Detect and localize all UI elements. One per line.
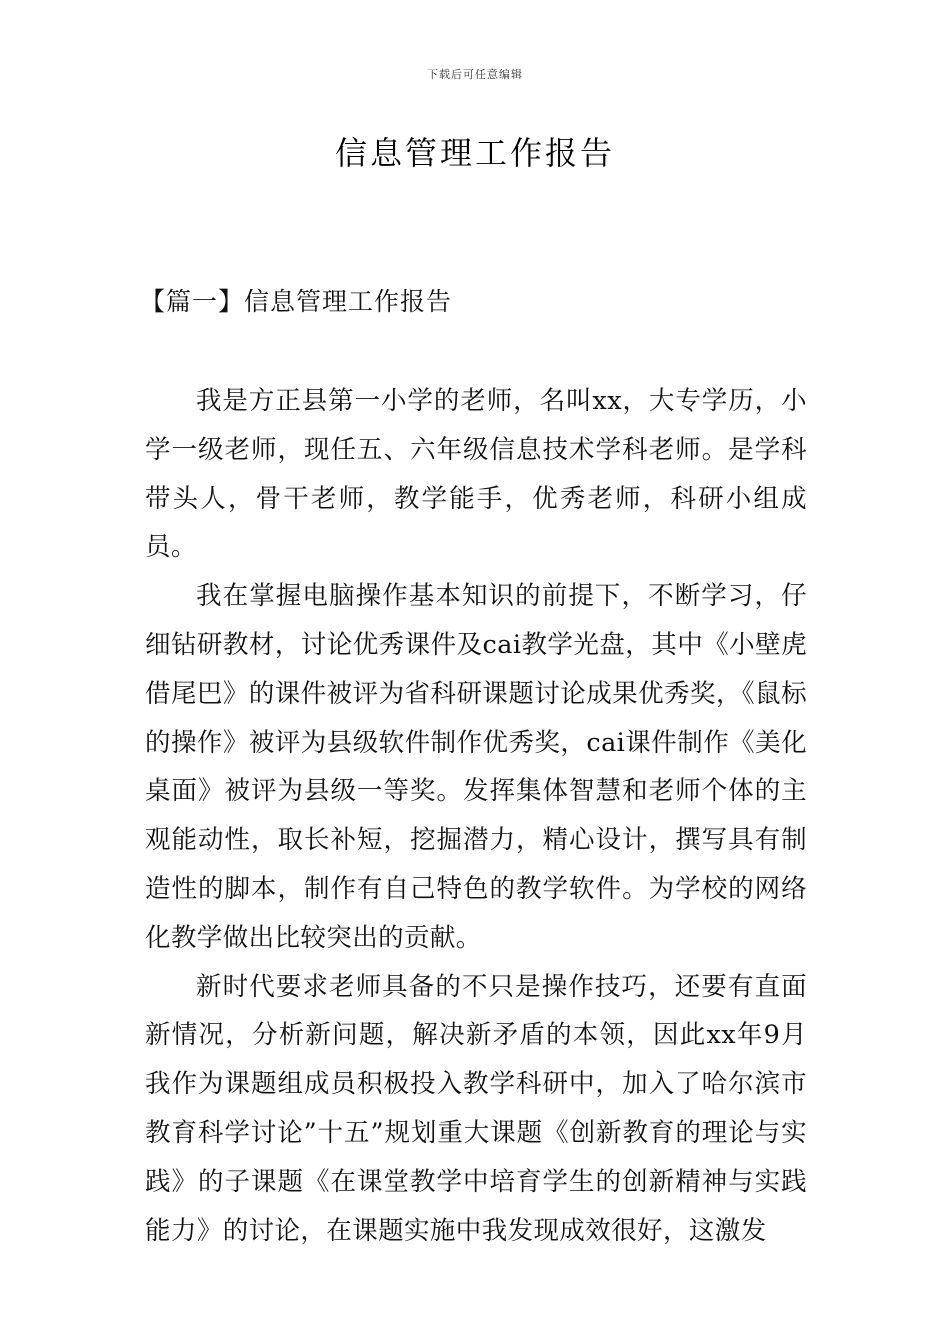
body-text bbox=[145, 377, 807, 1255]
paragraph-3: 新时代要求老师具备的不只是操作技巧，还要有直面新情况，分析新问题，解决新矛盾的本领，因此xx年9月我作为课题组成员积极投入教学科研中，加入了哈尔滨市教育科学讨论”十五”规划重大课题《创新教育的理论与实践》的子课题《在课堂教学中培育学生的创新精神与实践能力》的讨论，在课题实施中我发现成效很好，这激发 bbox=[145, 971, 807, 1246]
document-title: 信息管理工作报告 bbox=[334, 134, 615, 172]
header-note: 下载后可任意编辑 bbox=[427, 68, 523, 81]
paragraph-2: 我在掌握电脑操作基本知识的前提下，不断学习，仔细钻研教材，讨论优秀课件及cai教学光盘，其中《小壁虎借尾巴》的课件被评为省科研课题讨论成果优秀奖，《鼠标的操作》被评为县级软件制作优秀奖，cai课件制作《美化桌面》被评为县级一等奖。发挥集体智慧和老师个体的主观能动性，取长补短，挖掘潜力，精心设计，撰写具有制造性的脚本，制作有自己特色的教学软件。为学校的网络化教学做出比较突出的贡献。 bbox=[145, 581, 807, 953]
paragraph-1: 我是方正县第一小学的老师，名叫xx，大专学历，小学一级老师，现任五、六年级信息技术学科老师。是学科带头人，骨干老师，教学能手，优秀老师，科研小组成员。 bbox=[145, 386, 807, 563]
section-heading: 【篇一】信息管理工作报告 bbox=[140, 287, 453, 316]
